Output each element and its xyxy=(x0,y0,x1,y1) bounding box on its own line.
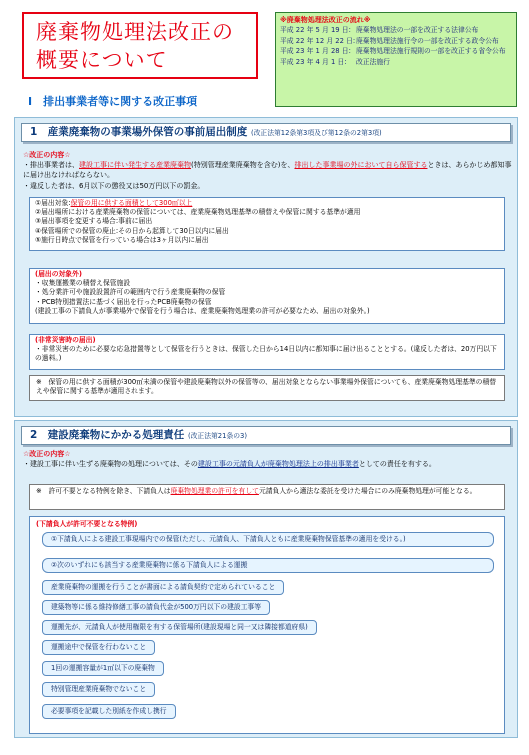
timeline-date: 平成 23 年 1 月 28 日: xyxy=(280,47,351,56)
timeline-date: 平成 22 年 5 月 19 日: xyxy=(280,26,351,35)
exception-condition: 建築物等に係る維持修繕工事の請負代金が500万円以下の建設工事等 xyxy=(42,600,270,615)
rule-item-4: ④保管場所での保管の廃止:その日から起算して30日以内に届出 xyxy=(35,226,229,235)
panel-header xyxy=(21,426,511,445)
panel-processing-responsibility xyxy=(14,420,518,738)
exemptions-box xyxy=(29,268,505,324)
disaster-box xyxy=(29,334,505,370)
amendment-timeline-box xyxy=(275,12,517,107)
exemption-item: (建設工事の下請負人が事業場外で保管を行う場合は、産業廃棄物処理業の許可が必要なため、届出の対象外。) xyxy=(35,306,370,315)
disaster-title: (非常災害時の届出) xyxy=(35,336,96,344)
exemption-item: ・収集運搬業の積替え保管施設 xyxy=(35,279,131,288)
exception-condition: 産業廃棄物の運搬を行うことが書面による請負契約で定められていること xyxy=(42,580,284,595)
exception-condition: 運搬先が、元請負人が使用権限を有する保管場所(建設現場と同一又は隣接都道府県) xyxy=(42,620,317,635)
storage-note: ※ 保管の用に供する面積が300㎡未満の保管や建設廃棄物以外の保管等の、届出対象とならない事業場外保管についても、産業廃棄物処理基準の積替えや保管に関する基準が適用されます。 xyxy=(29,375,505,401)
exceptions-title: (下請負人が許可不要となる特例) xyxy=(36,520,138,528)
timeline-text: 廃棄物処理法施行規則の一部を改正する省令公布 xyxy=(356,47,506,56)
text: としての責任を有する。 xyxy=(358,460,436,468)
rule-item-1 xyxy=(35,199,499,208)
rule-item-3: ③届出事項を変更する場合:事前に届出 xyxy=(35,217,153,226)
notification-rules-box xyxy=(29,197,505,251)
panel-header xyxy=(21,123,511,142)
panel-header-ref: (改正法第21条の3) xyxy=(187,432,248,440)
panel1-paragraph-1 xyxy=(23,161,513,180)
timeline-text: 廃棄物処理法の一部を改正する法律公布 xyxy=(356,26,479,35)
text: ※ 許可不要となる特例を除き、下請負人は xyxy=(36,487,171,495)
text-emphasis: 保管の用に供する面積として300㎡以上 xyxy=(70,199,193,207)
panel-offsite-storage xyxy=(14,117,518,417)
exemption-item: ・処分業許可や施設設置許可の範囲内で行う産業廃棄物の保管 xyxy=(35,288,226,297)
text: ・排出事業者は、 xyxy=(23,161,79,169)
exception-item-2: ②次のいずれにも該当する産業廃棄物に係る下請負人による運搬 xyxy=(42,558,494,573)
timeline-date: 平成 22 年 12 月 22 日: xyxy=(280,36,356,45)
panel2-paragraph xyxy=(23,460,513,470)
exception-condition: 特別管理産業廃棄物でないこと xyxy=(42,682,155,697)
text-emphasis: 建設工事に伴い発生する産業廃棄物 xyxy=(79,161,191,169)
text-emphasis: 排出した事業場の外において自ら保管する xyxy=(294,161,428,169)
text: ・建設工事に伴い生ずる廃棄物の処理については、その xyxy=(23,460,198,468)
disaster-text: ・非常災害のために必要な応急措置等として保管を行うときは、保管した日から14日以内に都知事に届け出ることとする。(違反した者は、20万円以下の過料。) xyxy=(35,345,497,363)
exception-condition: 必要事項を記載した別紙を作成し携行 xyxy=(42,704,176,719)
timeline-item xyxy=(280,25,512,36)
exception-condition: 1回の運搬容量が1㎥以下の廃棄物 xyxy=(42,661,164,676)
rule-item-5: ⑤施行日時点で保管を行っている場合は3ヶ月以内に届出 xyxy=(35,235,209,244)
panel-header-title: 2 建設廃棄物にかかる処理責任 xyxy=(30,429,185,441)
panel1-paragraph-2: ・違反した者は、6月以下の懲役又は50万円以下の罰金。 xyxy=(23,182,205,190)
timeline-heading: ※廃棄物処理法改正の流れ※ xyxy=(280,16,371,24)
title-box xyxy=(22,12,258,79)
text: ①届出対象: xyxy=(35,199,71,207)
text-emphasis: 建設工事の元請負人が廃棄物処理法上の排出事業者 xyxy=(197,460,359,468)
exceptions-box xyxy=(29,516,505,734)
subcontractor-note xyxy=(29,484,505,510)
timeline-item xyxy=(280,46,512,57)
text: 元請負人から適法な委託を受けた場合にのみ廃棄物処理が可能となる。 xyxy=(258,487,477,495)
text-emphasis: 廃棄物処理業の許可を有して xyxy=(170,487,259,495)
exemption-item: ・PCB特別措置法に基づく届出を行ったPCB廃棄物の保管 xyxy=(35,297,212,306)
title-line-1: 廃棄物処理法改正の xyxy=(36,20,234,44)
timeline-item xyxy=(280,36,512,47)
title-line-2: 概要について xyxy=(36,48,168,72)
content-label: ☆改正の内容☆ xyxy=(23,450,71,458)
rule-item-2: ②届出場所における産業廃棄物の保管については、産業廃棄物処理基準の積替えや保管に関する基準が適用 xyxy=(35,208,361,217)
exemptions-title: (届出の対象外) xyxy=(35,270,82,278)
text: (特別管理産業廃棄物を含む)を、 xyxy=(191,161,295,169)
exception-condition: 運搬途中で保管を行わないこと xyxy=(42,640,155,655)
content-label: ☆改正の内容☆ xyxy=(23,151,71,159)
section-heading: Ⅰ 排出事業者等に関する改正事項 xyxy=(28,95,198,108)
timeline-date: 平成 23 年 4 月 1 日: xyxy=(280,57,347,66)
text: ときは、あらかじめ都知事に届け出なければならない。 xyxy=(23,161,512,179)
exception-item-1: ①下請負人による建設工事現場内での保管(ただし、元請負人、下請負人ともに産業廃棄物保管基準の適用を受ける。) xyxy=(42,532,494,547)
timeline-item xyxy=(280,57,512,68)
panel-header-ref: (改正法第12条第3項及び第12条の2第3項) xyxy=(250,129,382,137)
timeline-text: 改正法施行 xyxy=(356,57,390,66)
timeline-text: 廃棄物処理法施行令の一部を改正する政令公布 xyxy=(356,36,499,45)
panel-header-title: 1 産業廃棄物の事業場外保管の事前届出制度 xyxy=(30,126,248,138)
